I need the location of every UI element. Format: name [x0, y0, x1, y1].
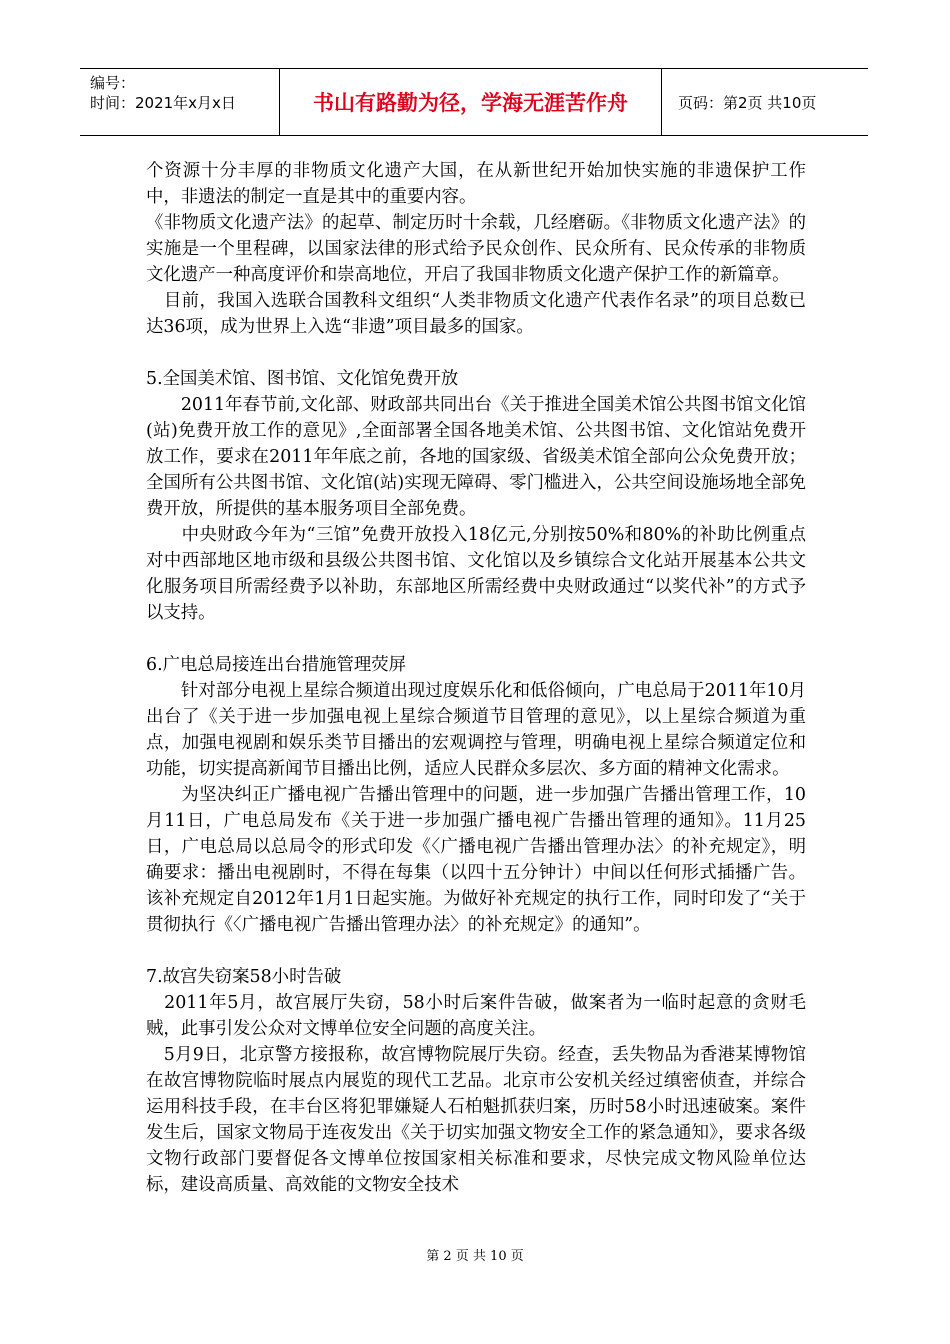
paragraph: 5.全国美术馆、图书馆、文化馆免费开放: [146, 369, 459, 389]
document-body: [146, 158, 806, 1198]
paragraph: 7.故宫失窃案58小时告破: [146, 967, 342, 987]
paragraph: 个资源十分丰厚的非物质文化遗产大国，在从新世纪开始加快实施的非遗保护工作中，非遗法的制定一直是其中的重要内容。: [146, 161, 806, 207]
paragraph: 2011年5月，故宫展厅失窃，58小时后案件告破，做案者为一临时起意的贪财毛贼，此事引发公众对文博单位安全问题的高度关注。: [146, 993, 806, 1039]
paragraph: 中央财政今年为“三馆”免费开放投入18亿元,分别按50%和80%的补助比例重点对中西部地区地市级和县级公共图书馆、文化馆以及乡镇综合文化站开展基本公共文化服务项目所需经费予以补助，东部地区所需经费中央财政通过“以奖代补”的方式予以支持。: [146, 525, 806, 623]
paragraph-spacer: [146, 340, 806, 366]
paragraph-spacer: [146, 938, 806, 964]
paragraph: 2011年春节前,文化部、财政部共同出台《关于推进全国美术馆公共图书馆文化馆(站)免费开放工作的意见》,全面部署全国各地美术馆、公共图书馆、文化馆站免费开放工作，要求在2011年年底之前，各地的国家级、省级美术馆全部向公众免费开放；全国所有公共图书馆、文化馆(站)实现无障碍、零门槛进入，公共空间设施场地全部免费开放，所提供的基本服务项目全部免费。: [146, 395, 806, 519]
paragraph: 针对部分电视上星综合频道出现过度娱乐化和低俗倾向，广电总局于2011年10月出台了《关于进一步加强电视上星综合频道节目管理的意见》，以上星综合频道为重点，加强电视剧和娱乐类节目播出的宏观调控与管理，明确电视上星综合频道定位和功能，切实提高新闻节目播出比例，适应人民群众多层次、多方面的精神文化需求。: [146, 681, 806, 779]
page-header: [80, 68, 868, 136]
paragraph: 为坚决纠正广播电视广告播出管理中的问题，进一步加强广告播出管理工作，10月11日，广电总局发布《关于进一步加强广播电视广告播出管理的通知》。11月25日，广电总局以总局令的形式印发《〈广播电视广告播出管理办法〉的补充规定》，明确要求：播出电视剧时，不得在每集（以四十五分钟计）中间以任何形式插播广告。该补充规定自2012年1月1日起实施。为做好补充规定的执行工作，同时印发了“关于贯彻执行《〈广播电视广告播出管理办法〉的补充规定》的通知”。: [146, 785, 806, 935]
header-meta: [80, 69, 280, 135]
paragraph: 6.广电总局接连出台措施管理荧屏: [146, 655, 407, 675]
header-page-info: 页码：第2页 共10页: [678, 93, 817, 112]
document-number-label: 编号：: [90, 74, 136, 92]
document-date: 时间：2021年x月x日: [90, 94, 236, 112]
page-footer: 第 2 页 共 10 页: [426, 1249, 524, 1264]
header-motto: 书山有路勤为径，学海无涯苦作舟: [280, 69, 662, 135]
paragraph: 目前，我国入选联合国教科文组织“人类非物质文化遗产代表作名录”的项目总数已达36项，成为世界上入选“非遗”项目最多的国家。: [146, 291, 806, 337]
paragraph-spacer: [146, 626, 806, 652]
paragraph: 《非物质文化遗产法》的起草、制定历时十余载，几经磨砺。《非物质文化遗产法》的实施是一个里程碑，以国家法律的形式给予民众创作、民众所有、民众传承的非物质文化遗产一种高度评价和崇高地位，开启了我国非物质文化遗产保护工作的新篇章。: [146, 213, 806, 285]
paragraph: 5月9日，北京警方接报称，故宫博物院展厅失窃。经查，丢失物品为香港某博物馆在故宫博物院临时展点内展览的现代工艺品。北京市公安机关经过缜密侦查，并综合运用科技手段，在丰台区将犯罪嫌疑人石柏魁抓获归案，历时58小时迅速破案。案件发生后，国家文物局于连夜发出《关于切实加强文物安全工作的紧急通知》，要求各级文物行政部门要督促各文博单位按国家相关标准和要求，尽快完成文物风险单位达标，建设高质量、高效能的文物安全技术: [146, 1045, 806, 1195]
